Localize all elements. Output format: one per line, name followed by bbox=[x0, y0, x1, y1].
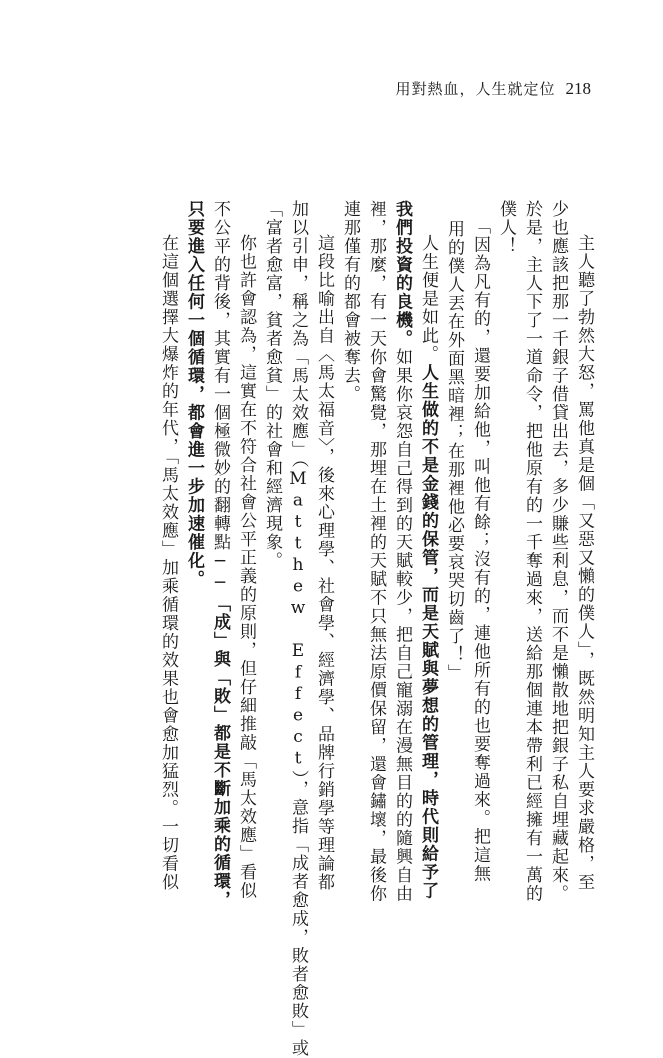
book-title: 用對熱血，人生就定位 bbox=[395, 80, 556, 98]
text-segment: 如果你哀怨自己得到的天賦較少，把自己寵溺在漫無目的的隨興自由 bbox=[392, 348, 412, 903]
text-segment: 加以引申，稱之為「馬太效應」（Matthew Effect），意指「成者愈成，敗者愈敗」或 bbox=[288, 200, 308, 1058]
text-line bbox=[441, 200, 467, 880]
page-number: 218 bbox=[565, 79, 591, 98]
text-segment: 僕人！ bbox=[496, 200, 516, 256]
text-segment: 於是，主人下了一道命令，把他原有的一千奪過來，送給那個連本帶利已經擁有一萬的 bbox=[522, 200, 542, 903]
text-line bbox=[155, 200, 181, 892]
text-line bbox=[233, 200, 259, 900]
text-line bbox=[493, 200, 519, 880]
text-segment: 你也許會認為，這實在不符合社會公平正義的原則，但仔細推敲「馬太效應」看似 bbox=[236, 234, 256, 900]
text-line bbox=[415, 200, 441, 900]
bold-text: 「成」與「敗」都是不斷加乘的循環， bbox=[210, 594, 230, 909]
text-segment: 不公平的背後，其實有一個極微妙的翻轉點── bbox=[210, 200, 230, 595]
text-line bbox=[545, 200, 571, 903]
text-segment: 裡，那麼，有一天你會驚覺，那埋在土裡的天賦不只無法原價保留，還會鏽壞，最後你 bbox=[366, 200, 386, 903]
text-line bbox=[207, 200, 233, 909]
text-segment: 用的僕人丟在外面黑暗裡；在那裡他必要哀哭切齒了！」 bbox=[444, 220, 464, 683]
text-segment: 連那僅有的都會被奪去。 bbox=[340, 200, 360, 404]
text-line bbox=[571, 200, 597, 892]
text-line bbox=[519, 200, 545, 903]
text-segment: 人生便是如此。 bbox=[418, 234, 438, 364]
text-line bbox=[337, 200, 363, 880]
running-header bbox=[395, 78, 591, 99]
text-line bbox=[467, 200, 493, 883]
text-line bbox=[389, 200, 415, 903]
text-line bbox=[363, 200, 389, 903]
bold-text: 人生做的不是金錢的保管，而是天賦與夢想的管理，時代則給予了 bbox=[418, 363, 438, 900]
bold-text: 只要進入任何一個循環，都會進一步加速催化。 bbox=[184, 200, 204, 589]
text-segment: 少也應該把那一千銀子借貸出去，多少賺些利息，而不是懶散地把銀子私自埋藏起來。 bbox=[548, 200, 568, 903]
text-line bbox=[259, 200, 285, 880]
text-segment: 「富者愈富，貧者愈貧」的社會和經濟現象。 bbox=[262, 200, 282, 570]
text-segment: 在這個選擇大爆炸的年代，「馬太效應」加乘循環的效果也會愈加猛烈。一切看似 bbox=[158, 234, 178, 892]
text-line bbox=[311, 200, 337, 892]
text-segment: 主人聽了勃然大怒，罵他真是個「又惡又懶的僕人」，既然明知主人要求嚴格，至 bbox=[574, 234, 594, 892]
text-line bbox=[285, 200, 311, 1058]
text-line bbox=[181, 200, 207, 880]
text-segment: 這段比喻出自〈馬太福音〉，後來心理學、社會學、經濟學、品牌行銷學等理論都 bbox=[314, 234, 334, 892]
text-segment: 「因為凡有的，還要加給他，叫他有餘；沒有的，連他所有的也要奪過來。把這無 bbox=[470, 217, 490, 883]
body-text bbox=[155, 200, 597, 1058]
bold-text: 我們投資的良機。 bbox=[392, 200, 412, 348]
